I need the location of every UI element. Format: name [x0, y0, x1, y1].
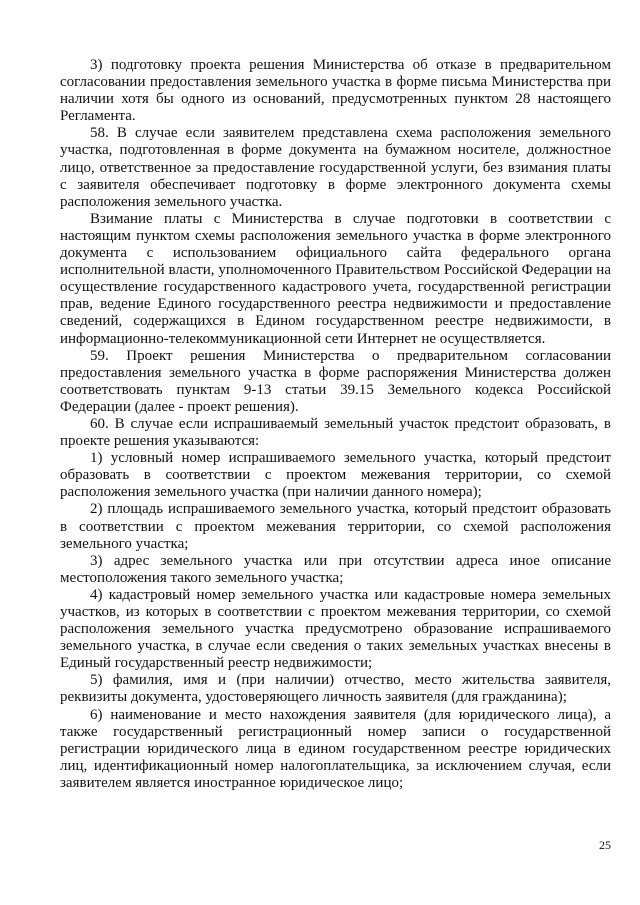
paragraph: 58. В случае если заявителем представлена схема расположения земельного участка, подготовленная в форме документа на бумажном носителе, должностное лицо, ответственное за предоставление государственной услуги, без взимания платы с заявителя обеспечивает подготовку в форме электронного документа схемы расположения земельного участка. [60, 125, 611, 210]
paragraph: 2) площадь испрашиваемого земельного участка, который предстоит образовать в соответствии с проектом межевания территории, со схемой расположения земельного участка; [60, 501, 611, 552]
paragraph: 3) подготовку проекта решения Министерства об отказе в предварительном согласовании предоставления земельного участка в форме письма Министерства при наличии хотя бы одного из оснований, предусмотренных пунктом 28 настоящего Регламента. [60, 57, 611, 125]
paragraph: 4) кадастровый номер земельного участка или кадастровые номера земельных участков, из которых в соответствии с проектом межевания территории, со схемой расположения земельного участка предусмотрено образование испрашиваемого земельного участка, в случае если сведения о таких земельных участках внесены в Единый государственный реестр недвижимости; [60, 586, 611, 672]
paragraph: 1) условный номер испрашиваемого земельного участка, который предстоит образовать в соответствии с проектом межевания территории, со схемой расположения земельного участка (при наличии данного номера); [60, 450, 611, 501]
paragraph: 6) наименование и место нахождения заявителя (для юридического лица), а также государственный регистрационный номер записи о государственной регистрации юридического лица в едином государственном реестре юридических лиц, идентификационный номер налогоплательщика, за исключением случая, если заявителем является иностранное юридическое лицо; [60, 706, 611, 791]
paragraph: 5) фамилия, имя и (при наличии) отчество, место жительства заявителя, реквизиты документа, удостоверяющего личность заявителя (для гражданина); [60, 672, 611, 706]
paragraph: 3) адрес земельного участка или при отсутствии адреса иное описание местоположения такого земельного участка; [60, 552, 611, 586]
document-body [60, 57, 611, 792]
page-number: 25 [599, 838, 611, 852]
paragraph: 60. В случае если испрашиваемый земельный участок предстоит образовать, в проекте решения указываются: [60, 415, 611, 450]
paragraph: 59. Проект решения Министерства о предварительном согласовании предоставления земельного участка в форме распоряжения Министерства должен соответствовать пунктам 9-13 статьи 39.15 Земельного кодекса Российской Федерации (далее - проект решения). [60, 347, 611, 415]
paragraph: Взимание платы с Министерства в случае подготовки в соответствии с настоящим пунктом схемы расположения земельного участка в форме электронного документа с использованием официального сайта федерального органа исполнительной власти, уполномоченного Правительством Российской Федерации на осуществление государственного кадастрового учета, государственной регистрации прав, ведение Единого государственного реестра недвижимости и предоставление сведений, содержащихся в Едином государственном реестре недвижимости, в информационно-телекоммуникационной сети Интернет не осуществляется. [60, 210, 611, 347]
